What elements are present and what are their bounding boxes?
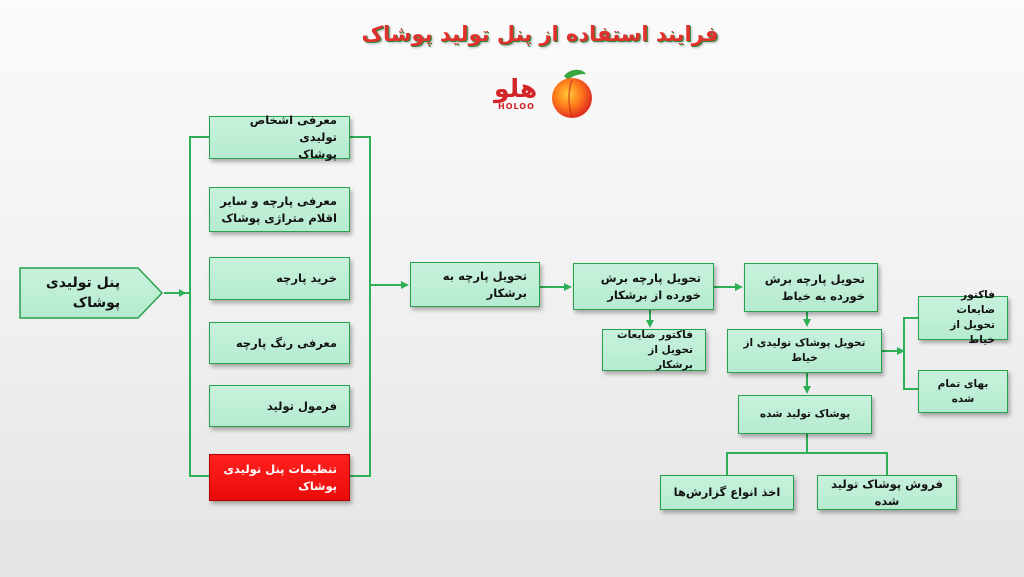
step-tailor-waste-invoice: فاکتور ضایعات تحویل از خیاط [918, 296, 1008, 340]
step-deliver-cut-from-cutter: تحویل پارچه برش خورده از برشکار [573, 263, 714, 310]
step-deliver-to-cutter: تحویل پارچه به برشکار [410, 262, 540, 307]
peach-logo-icon [548, 66, 598, 122]
diagram-title: فرایند استفاده از پنل تولید پوشاک [361, 22, 719, 46]
arrowhead [401, 281, 409, 289]
start-node-label: پنل تولیدی پوشاک [45, 275, 121, 311]
step-get-reports: اخذ انواع گزارش‌ها [660, 475, 794, 510]
step-sell-produced-garment: فروش پوشاک تولید شده [817, 475, 957, 510]
step-deliver-cut-to-tailor: تحویل پارچه برش خورده به خیاط [744, 263, 878, 312]
arrowhead [803, 386, 811, 394]
step-produced-garment: پوشاک تولید شده [738, 395, 872, 434]
step-deliver-from-tailor: تحویل پوشاک تولیدی از خیاط [727, 329, 882, 373]
arrowhead [564, 283, 572, 291]
connector-split [727, 453, 887, 475]
logo-wordmark: هلو [494, 74, 538, 103]
step-cutter-waste-invoice: فاکتور ضایعات تحویل از برشکار [602, 329, 706, 371]
logo-subtitle: HOLOO [498, 102, 535, 111]
step-fabric-color: معرفی رنگ پارچه [209, 322, 350, 364]
connector-branch-bracket [904, 318, 918, 389]
arrowhead [735, 283, 743, 291]
step-introduce-fabric: معرفی پارچه و سایر اقلام متراژی پوشاک [209, 187, 350, 232]
step-finished-cost: بهای تمام شده [918, 370, 1008, 413]
step-introduce-persons: معرفی اشخاص تولیدی پوشاک [209, 116, 350, 159]
step-panel-settings: تنظیمات پنل تولیدی پوشاک [209, 454, 350, 501]
connector-right-bracket [350, 137, 370, 476]
start-node-production-panel [18, 266, 164, 320]
arrowhead [803, 319, 811, 327]
step-production-formula: فرمول تولید [209, 385, 350, 427]
step-buy-fabric: خرید پارچه [209, 257, 350, 300]
connector-left-bracket [190, 137, 209, 476]
holoo-logo [490, 66, 600, 122]
